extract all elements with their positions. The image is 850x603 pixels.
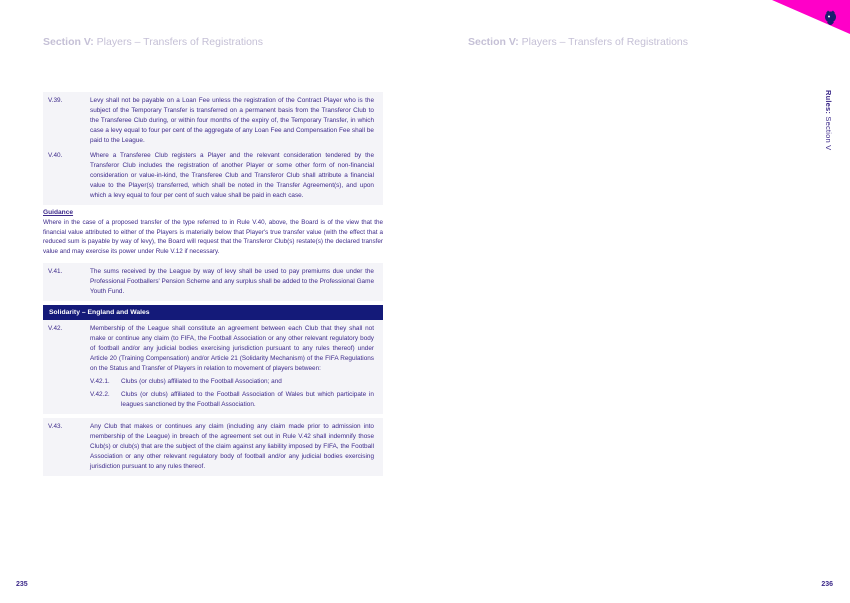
rule-text: Membership of the League shall constitute an agreement between each Club that they shall not make or continue any claim (to FIFA, the Football Association or any other relevant regulatory body of football and/or any judicial bodies exercising jurisdiction pursuant to any rules thereof) under Article 20 (Training Compensation) and/or Article 21 (Solidarity Mechanism) of the FIFA Regulations on the Status and Transfer of Players in relation to movement of players between: xyxy=(90,325,374,373)
rule-number: V.41. xyxy=(48,268,63,276)
rule-block xyxy=(43,92,383,205)
rule-block xyxy=(43,418,383,476)
rule-v40 xyxy=(48,151,374,201)
right-page xyxy=(425,0,850,603)
section-heading: Section V: Players – Transfers of Registrations xyxy=(468,36,689,48)
rule-v39 xyxy=(48,96,374,146)
rule-number: V.40. xyxy=(48,152,63,159)
rule-v41 xyxy=(48,267,374,297)
rule-number: V.43. xyxy=(48,423,63,431)
rules-content xyxy=(43,92,383,480)
corner-decoration xyxy=(770,0,850,36)
section-band: Solidarity – England and Wales xyxy=(43,305,383,320)
subrule-text: Clubs (or clubs) affiliated to the Football Association of Wales but which participate in leagues sanctioned by the Football Association. xyxy=(121,391,374,409)
rule-v42 xyxy=(48,324,374,410)
side-tab: Rules: Section V xyxy=(824,90,833,151)
guidance-text: Where in the case of a proposed transfer of the type referred to in Rule V.40, above, the Board is of the view that the financial value attributed to either of the Players is materially below that Player's true transfer value (with the effect that a reduced sum is payable by way of levy), the Board will request that the Transferor Club(s) restate(s) the declared transfer value and may exercise its power under Rule V.12 if necessary. xyxy=(43,219,383,255)
subrule-number: V.42.2. xyxy=(90,391,110,399)
page-number: 236 xyxy=(821,581,833,588)
page-number: 235 xyxy=(16,581,28,588)
guidance-title: Guidance xyxy=(43,209,74,216)
rule-block xyxy=(43,263,383,301)
subrule-text: Clubs (or clubs) affiliated to the Football Association; and xyxy=(121,378,282,386)
subrule-v42-2 xyxy=(90,390,374,410)
rule-text: Levy shall not be payable on a Loan Fee unless the registration of the Contract Player who is the subject of the Temporary Transfer is transferred on a permanent basis from the Transferor Club to the Transferee Club during, or within four months of the expiry of, the Temporary Transfer, in which case a levy equal to four per cent of the aggregate of any Loan Fee and Compensation Fee shall be paid to the League. xyxy=(90,97,374,144)
rule-v43 xyxy=(48,422,374,472)
rule-text: Where a Transferee Club registers a Player and the relevant consideration tendered by the Transferor Club includes the registration of another Player or some other form of non-financial consideration or value-in-kind, the Transferee Club and Transferor Club shall attribute a financial value to the Player(s) transferred, which shall be noted in the Transfer Agreement(s), and upon which a levy equal to four per cent of such value shall be paid in each case. xyxy=(90,152,374,199)
subrule-v42-1 xyxy=(90,377,374,387)
rule-number: V.42. xyxy=(48,325,63,333)
section-heading: Section V: Players – Transfers of Registrations xyxy=(43,36,264,48)
rule-text-group xyxy=(90,324,374,410)
rule-number: V.39. xyxy=(48,97,63,104)
rule-block xyxy=(43,320,383,414)
rule-text: The sums received by the League by way of levy shall be used to pay premiums due under the Professional Footballers' Pension Scheme and any surplus shall be added to the Professional Game Youth Fund. xyxy=(90,268,374,296)
subrule-number: V.42.1. xyxy=(90,378,110,386)
rule-text: Any Club that makes or continues any claim (including any claim made prior to admission into membership of the League) in breach of the agreement set out in Rule V.42 shall indemnify those Club(s) or club(s) that are the subject of the claim against any liability imposed by FIFA, the Football Association or any other relevant regulatory body of football and/or any judicial bodies exercising jurisdiction pursuant to any rules thereof. xyxy=(90,423,374,471)
lion-crest-icon xyxy=(823,10,838,28)
